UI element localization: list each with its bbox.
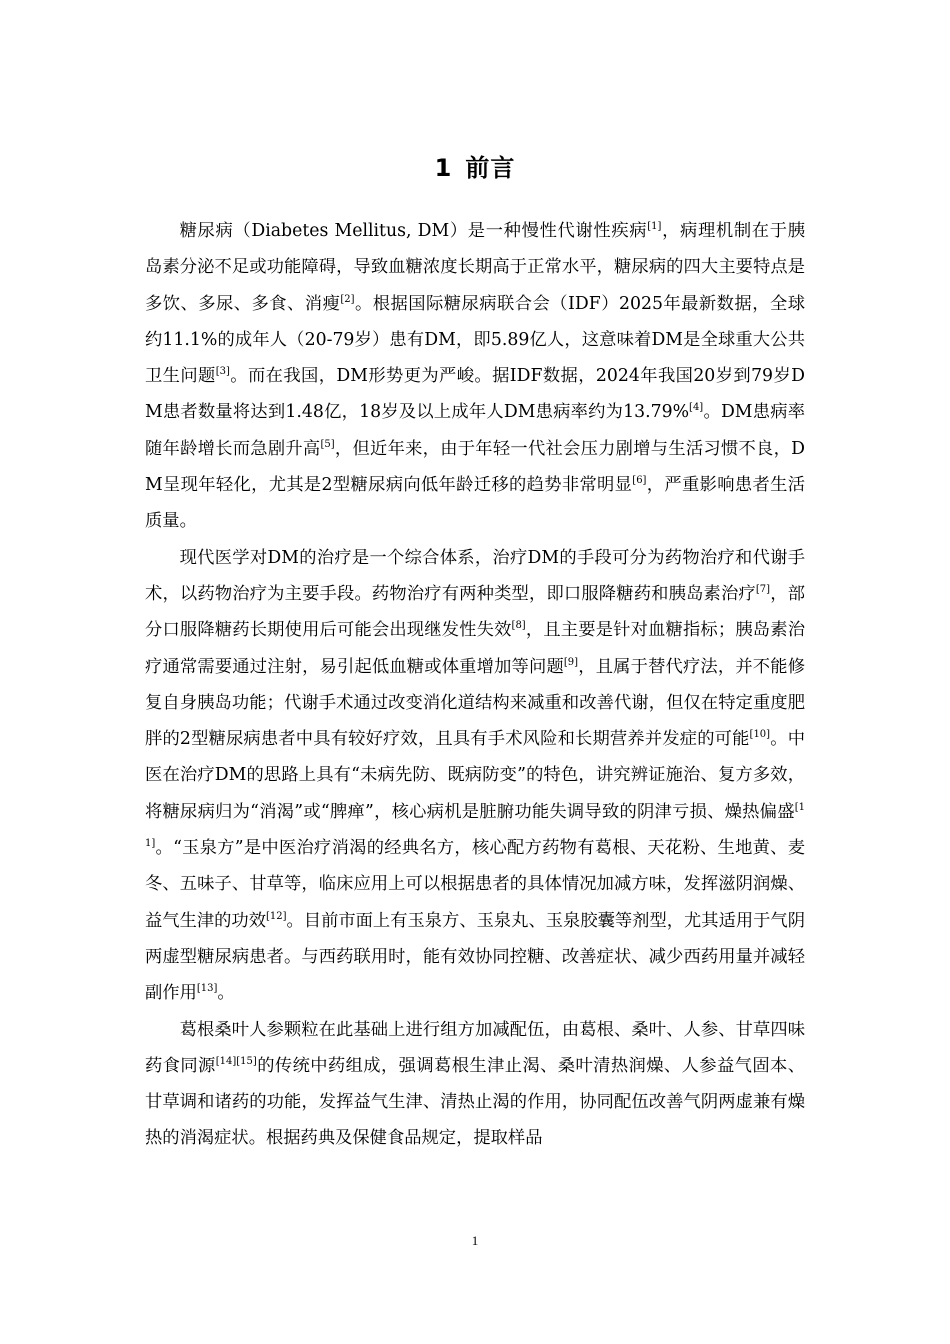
text-run: 葛根桑叶人参颗粒在此基础上进行组方加减配伍，由葛根、桑叶、人参、甘草四味药食同源 — [145, 1019, 805, 1076]
text-run: 的传统中药组成，强调葛根生津止渴、桑叶清热润燥、人参益气固本、甘草调和诸药的功能，发挥益气生津、清热止渴的作用，协同配伍改善气阴两虚兼有燥热的消渴症状。根据药典及保健食品规定，提取样品 — [145, 1055, 805, 1149]
text-run: 。中医在治疗DM的思路上具有“未病先防、既病防变”的特色，讲究辨证施治、复方多效，将糖尿病归为“消渴”或“脾瘅”，核心病机是脏腑功能失调导致的阴津亏损、燥热偏盛 — [145, 729, 805, 822]
paragraph — [145, 540, 805, 1012]
citation-ref: [5] — [320, 438, 335, 450]
section-title: 前言 — [465, 154, 516, 182]
citation-ref: [10] — [749, 729, 771, 741]
citation-ref: [1] — [647, 221, 662, 232]
section-heading — [0, 148, 950, 188]
text-run: 。 — [217, 983, 235, 1004]
text-run: 现代医学对DM的治疗是一个综合体系，治疗DM的手段可分为药物治疗和代谢手术，以药物治疗为主要手段。药物治疗有两种类型，即口服降糖药和胰岛素治疗 — [145, 547, 805, 604]
text-run: ，病理机制在于胰岛素分泌不足或功能障碍，导致血糖浓度长期高于正常水平，糖尿病的四大主要特点是多饮、多尿、多食、消瘦 — [145, 221, 805, 314]
citation-ref: [12] — [265, 910, 287, 922]
citation-ref: [9] — [563, 656, 579, 668]
text-run: 。“玉泉方”是中医治疗消渴的经典名方，核心配方药物有葛根、天花粉、生地黄、麦冬、五味子、甘草等，临床应用上可以根据患者的具体情况加减方味，发挥滋阴润燥、益气生津的功效 — [145, 838, 805, 931]
citation-ref: [8] — [511, 620, 526, 632]
citation-ref: [13] — [196, 983, 218, 995]
text-run: ，且主要是针对血糖指标；胰岛素治疗通常需要通过注射，易引起低血糖或体重增加等问题 — [145, 620, 805, 677]
paragraph — [145, 1012, 805, 1157]
text-run: 。DM患病率随年龄增长而急剧升高 — [145, 402, 805, 459]
citation-ref: [6] — [632, 475, 647, 487]
citation-ref: [3] — [215, 366, 230, 378]
citation-ref: [11] — [145, 801, 805, 850]
text-run: 。根据国际糖尿病联合会（IDF）2025年最新数据，全球约11.1%的成年人（20-79岁）患有DM，即5.89亿人，这意味着DM是全球重大公共卫生问题 — [145, 293, 805, 387]
citation-ref: [7] — [755, 583, 771, 595]
citation-ref: [4] — [689, 402, 704, 414]
page-number: 1 — [471, 1233, 479, 1248]
text-run: 。目前市面上有玉泉方、玉泉丸、玉泉胶囊等剂型，尤其适用于气阴两虚型糖尿病患者。与西药联用时，能有效协同控糖、改善症状、减少西药用量并减轻副作用 — [145, 910, 805, 1004]
text-run: ，严重影响患者生活质量。 — [145, 475, 805, 532]
paragraph — [145, 213, 805, 540]
citation-ref: [14][15] — [215, 1055, 257, 1067]
text-run: ，部分口服降糖药长期使用后可能会出现继发性失效 — [145, 583, 805, 641]
text-run: 糖尿病（Diabetes Mellitus, DM）是一种慢性代谢性疾病 — [179, 221, 648, 241]
section-number: 1 — [434, 154, 453, 182]
citation-ref: [2] — [340, 293, 355, 305]
text-run: 。而在我国，DM形势更为严峻。据IDF数据，2024年我国20岁到79岁DM患者数量将达到1.48亿，18岁及以上成年人DM患病率约为13.79% — [145, 366, 805, 423]
body-text — [145, 213, 805, 1157]
text-run: ，且属于替代疗法，并不能修复自身胰岛功能；代谢手术通过改变消化道结构来减重和改善代谢，但仅在特定重度肥胖的2型糖尿病患者中具有较好疗效，且具有手术风险和长期营养并发症的可能 — [145, 656, 805, 750]
text-run: ，但近年来，由于年轻一代社会压力剧增与生活习惯不良，DM呈现年轻化，尤其是2型糖尿病向低年龄迁移的趋势非常明显 — [145, 438, 805, 496]
